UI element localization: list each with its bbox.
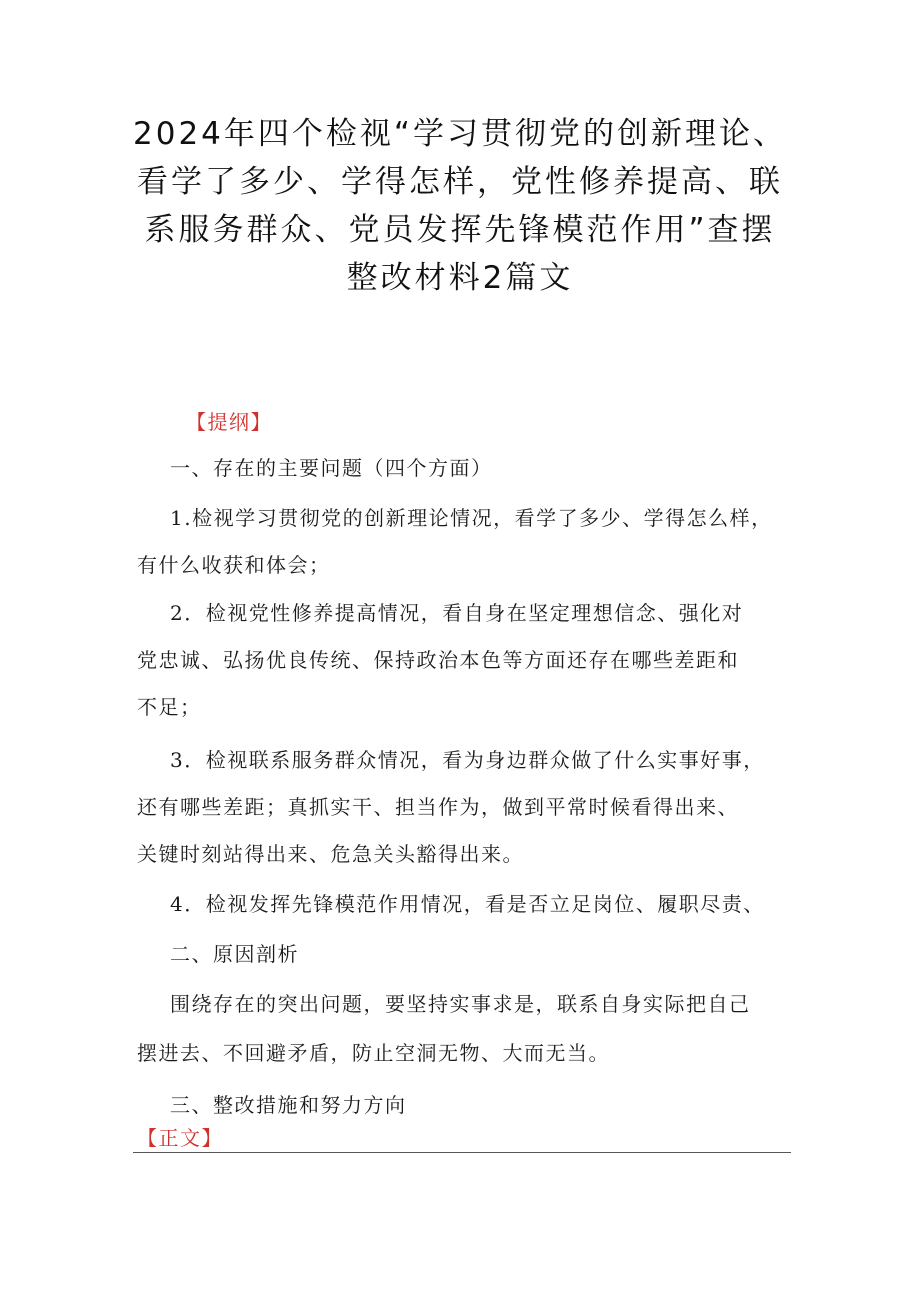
section-2-heading: 二、原因剖析 bbox=[170, 942, 299, 966]
section-2-line-1: 围绕存在的突出问题，要坚持实事求是，联系自身实际把自己 bbox=[170, 992, 751, 1016]
title-line-3: 系服务群众、党员发挥先锋模范作用”查摆 bbox=[144, 212, 776, 248]
item-3-line-1: 3．检视联系服务群众情况，看为身边群众做了什么实事好事， bbox=[170, 748, 765, 772]
item-3-line-3: 关键时刻站得出来、危急关头豁得出来。 bbox=[137, 842, 524, 866]
section-3-heading: 三、整改措施和努力方向 bbox=[170, 1093, 407, 1117]
title-line-1: 2024年四个检视“学习贯彻党的创新理论、 bbox=[133, 116, 787, 152]
document-title bbox=[90, 110, 830, 302]
item-1-line-2: 有什么收获和体会； bbox=[137, 553, 331, 577]
title-line-2: 看学了多少、学得怎样，党性修养提高、联 bbox=[137, 164, 783, 200]
item-3-line-2: 还有哪些差距；真抓实干、担当作为，做到平常时候看得出来、 bbox=[137, 795, 739, 819]
item-4-line-1: 4．检视发挥先锋模范作用情况，看是否立足岗位、履职尽责、 bbox=[170, 892, 765, 916]
item-2-line-1: 2．检视党性修养提高情况，看自身在坚定理想信念、强化对 bbox=[170, 601, 744, 625]
item-1-line-1: 1.检视学习贯彻党的创新理论情况，看学了多少、学得怎么样， bbox=[170, 506, 773, 530]
title-line-4: 整改材料2篇文 bbox=[346, 260, 574, 296]
main-text-label: 【正文】 bbox=[137, 1126, 223, 1150]
item-2-line-2: 党忠诚、弘扬优良传统、保持政治本色等方面还存在哪些差距和 bbox=[137, 648, 739, 672]
outline-label: 【提纲】 bbox=[186, 410, 272, 434]
horizontal-divider bbox=[133, 1152, 791, 1153]
item-2-line-3: 不足； bbox=[137, 695, 202, 719]
section-1-heading: 一、存在的主要问题（四个方面） bbox=[170, 456, 493, 480]
section-2-line-2: 摆进去、不回避矛盾，防止空洞无物、大而无当。 bbox=[137, 1041, 610, 1065]
